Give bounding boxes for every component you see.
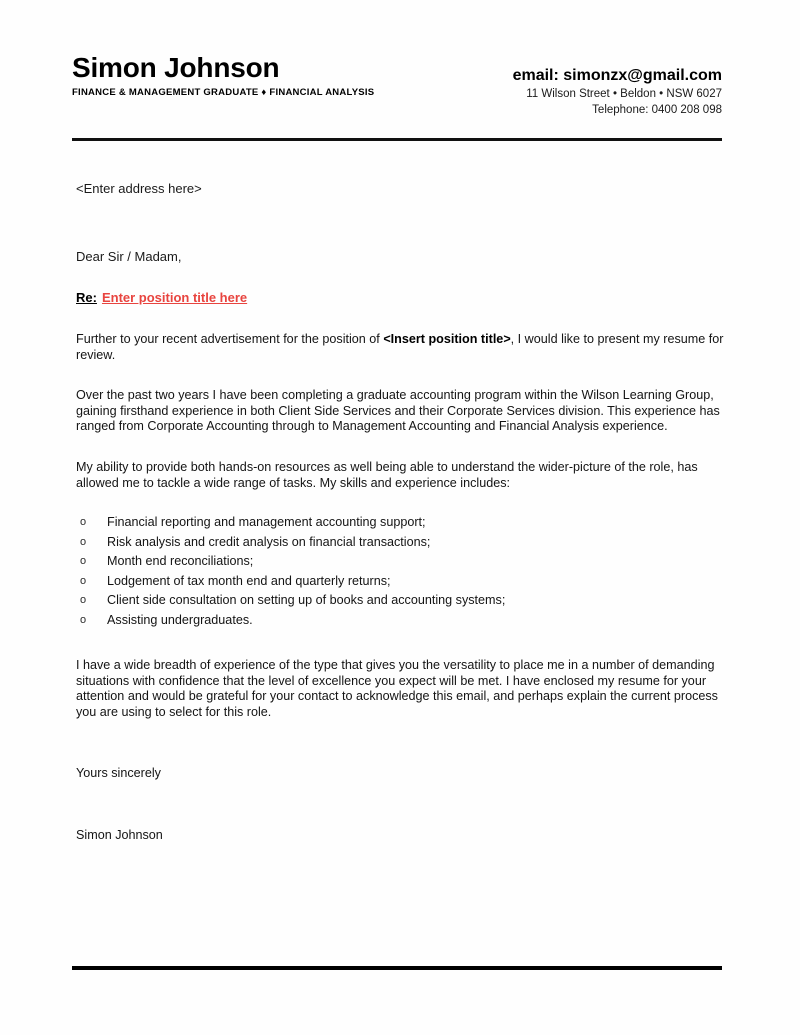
bullet-circle-icon: o [80, 555, 87, 568]
paragraph-closing: I have a wide breadth of experience of the type that gives you the versatility to place me in a number of demanding situations with confidence that the level of excellence you expect will be met. I have enclosed my resume for your attention and would be grateful for your contact to acknowledge this email, and perhaps explain the current process you are using to select for this role. [76, 658, 718, 719]
paragraph-intro-text-before: Further to your recent advertisement for the position of [76, 332, 384, 346]
paragraph-skills-intro: My ability to provide both hands-on resources as well being able to understand the wider-picture of the role, has allowed me to tackle a wide range of tasks. My skills and experience includes: [76, 459, 698, 490]
list-item-label: Client side consultation on setting up of books and accounting systems; [107, 593, 506, 608]
list-item [76, 513, 724, 533]
professional-tagline: FINANCE & MANAGEMENT GRADUATE ♦ FINANCIAL ANALYSIS [72, 87, 375, 98]
bullet-circle-icon: o [80, 516, 87, 529]
list-item [76, 611, 724, 631]
footer-divider-rule [72, 966, 722, 970]
letter-body [76, 180, 724, 844]
bullet-circle-icon: o [80, 535, 87, 548]
subject-placeholder: Enter position title here [101, 290, 248, 305]
list-item [76, 533, 724, 553]
signoff: Yours sincerely [76, 765, 161, 780]
list-item [76, 591, 724, 611]
list-item-label: Assisting undergraduates. [107, 612, 253, 627]
list-item [76, 572, 724, 592]
contact-telephone: Telephone: 0400 208 098 [592, 104, 722, 116]
skills-list [76, 513, 724, 630]
contact-address: 11 Wilson Street • Beldon • NSW 6027 [526, 88, 722, 100]
bullet-circle-icon: o [80, 613, 87, 626]
list-item [76, 552, 724, 572]
subject-line [76, 289, 724, 307]
list-item-label: Month end reconciliations; [107, 554, 254, 569]
letterhead [72, 52, 722, 124]
bullet-circle-icon: o [80, 574, 87, 587]
paragraph-intro-text-after: , I would like to present my resume for review. [76, 332, 724, 362]
contact-email: email: simonzx@gmail.com [512, 67, 722, 84]
paragraph-intro-position-placeholder: <Insert position title> [383, 332, 511, 346]
list-item-label: Lodgement of tax month end and quarterly returns; [107, 573, 391, 588]
signature-name: Simon Johnson [76, 827, 163, 842]
letterhead-identity [72, 52, 374, 98]
paragraph-intro [76, 332, 724, 363]
contact-block [513, 66, 722, 118]
bullet-circle-icon: o [80, 594, 87, 607]
recipient-address-placeholder: <Enter address here> [76, 181, 202, 196]
header-divider-rule [72, 138, 722, 141]
subject-label: Re: [76, 290, 97, 305]
paragraph-experience: Over the past two years I have been completing a graduate accounting program within the Wilson Learning Group, gaining firsthand experience in both Client Side Services and their Corporate Services division. This experience has ranged from Corporate Accounting through to Management Accounting and Financial Analysis experience. [76, 388, 720, 434]
list-item-label: Financial reporting and management accounting support; [107, 515, 426, 530]
list-item-label: Risk analysis and credit analysis on financial transactions; [107, 534, 431, 549]
page-title: Simon Johnson [72, 52, 280, 83]
salutation: Dear Sir / Madam, [76, 249, 182, 264]
